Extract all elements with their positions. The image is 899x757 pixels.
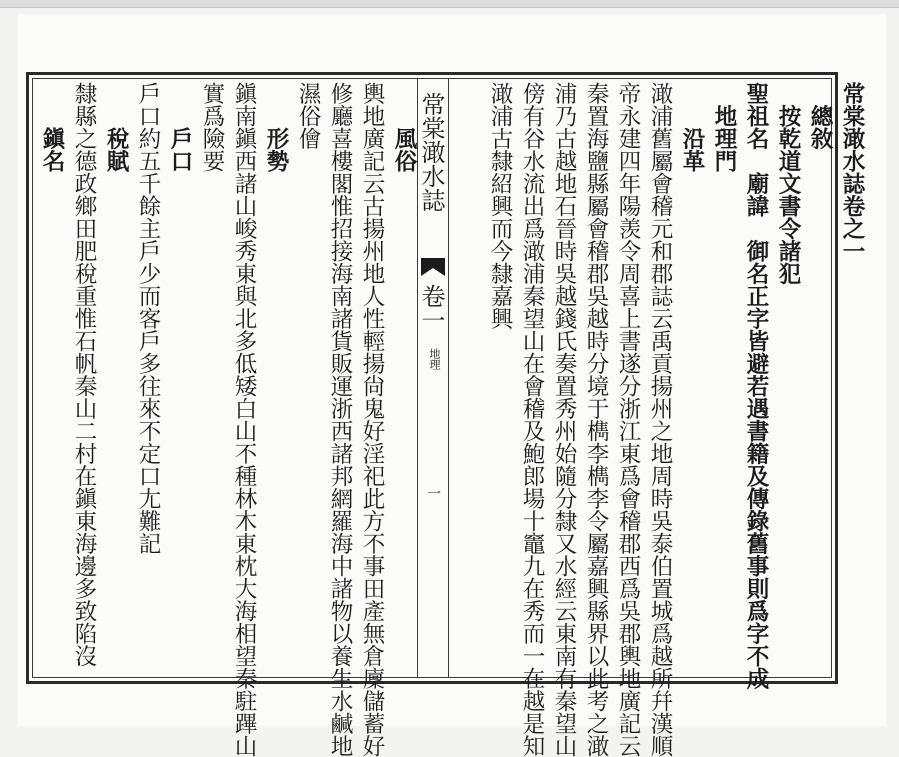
text-column-geography-heading: 地理門	[711, 82, 737, 172]
text-column-customs-1: 輿地廣記云古揚州地人性輕揚尙鬼好淫祀此方不事田產無倉廩儲蓄好	[359, 82, 385, 757]
text-column-town-names-heading: 鎭名	[39, 82, 65, 172]
text-column-taxes-heading: 稅賦	[103, 82, 129, 172]
fish-tail-ornament	[420, 256, 446, 278]
text-column-customs-heading: 風俗	[391, 82, 417, 172]
text-column-terrain-heading: 形勢	[263, 82, 289, 172]
text-column-taboo-rule: 按乾道文書令諸犯	[775, 82, 801, 285]
text-column-history-2: 帝永建四年陽羡令周喜上書遂分浙江東爲會稽郡西爲吳郡輿地廣記云	[615, 82, 641, 757]
text-column-taboo-names: 聖祖名 廟諱 御名正字皆避若遇書籍及傳錄舊事則爲字不成	[743, 82, 769, 690]
text-column-terrain-1: 鎭南鎭西諸山峻秀東與北多低矮白山不種林木東枕大海相望秦駐蹕山	[231, 82, 257, 757]
section-label: 地理	[428, 348, 441, 370]
text-column-population-1: 戶口約五千餘主戶少而客戶多往來不定口尢難記	[135, 82, 161, 555]
text-column-history-heading: 沿革	[679, 82, 705, 172]
viewer-toolbar-strip	[0, 0, 899, 8]
text-column-volume-heading: 常棠澉水誌卷之一	[839, 82, 865, 262]
text-column-history-1: 澉浦舊屬會稽元和郡誌云禹貢揚州之地周時吳泰伯置城爲越所幷漢順	[647, 82, 673, 757]
text-column-history-5: 傍有谷水流出爲澉浦秦望山在會稽及鮑郎場十竈九在秀而一在越是知	[519, 82, 545, 757]
text-column-taxes-1: 隸縣之德政鄉田肥稅重惟石帆秦山二村在鎭東海邊多致陷沒	[71, 82, 97, 667]
text-column-customs-3: 濕俗儈	[295, 82, 321, 150]
folio-number: 一	[425, 486, 441, 500]
volume-label: 卷一	[417, 284, 445, 332]
text-column-history-6: 澉浦古隸紹興而今隸嘉興	[487, 82, 513, 330]
text-column-terrain-2: 實爲險要	[199, 82, 225, 172]
text-column-history-3: 秦置海鹽縣屬會稽郡吳越時分境于檇李檇李令屬嘉興縣界以此考之澉	[583, 82, 609, 757]
book-title: 常棠澉水誌	[417, 92, 445, 212]
text-column-population-heading: 戶口	[167, 82, 193, 172]
text-column-history-4: 浦乃古越地石晉時吳越錢氏奏置秀州始隨分隸又水經云東南有秦望山	[551, 82, 577, 757]
text-column-general-preface: 總敘	[807, 82, 833, 150]
text-column-customs-2: 修廳喜樓閣惟招接海南諸貨販運浙西諸邦網羅海中諸物以養生水鹹地	[327, 82, 353, 757]
